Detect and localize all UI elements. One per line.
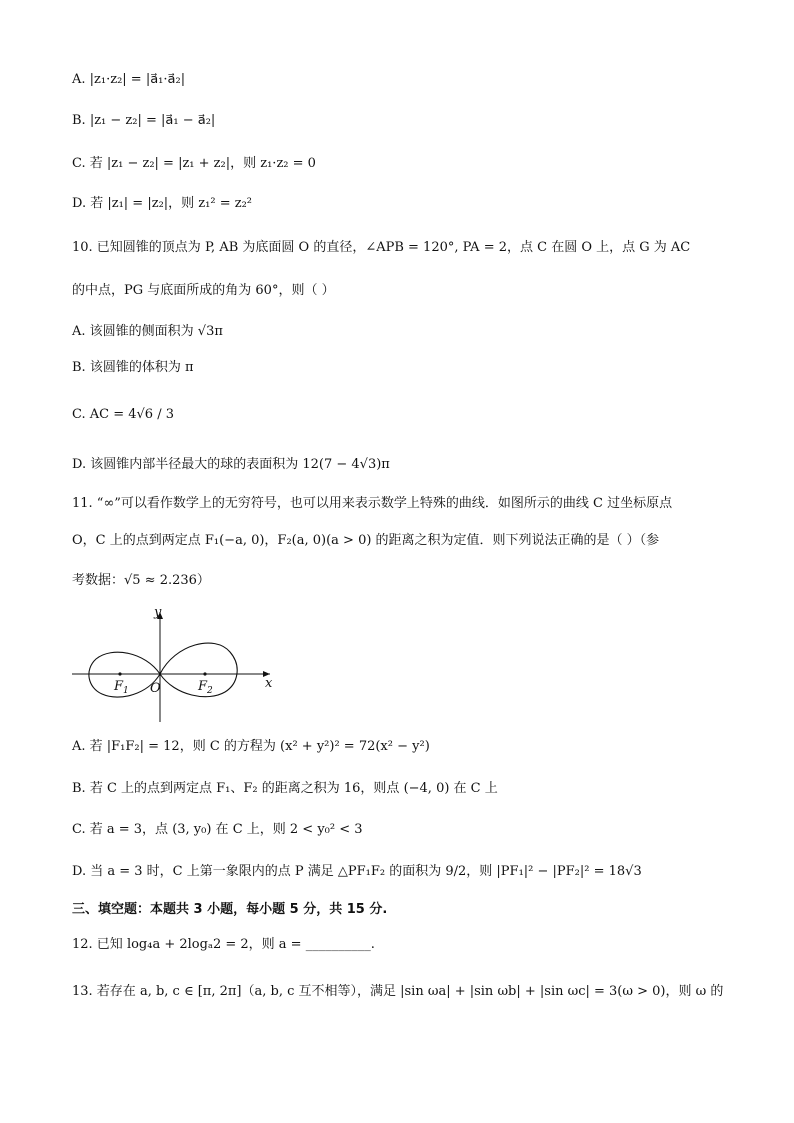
option-11d: D. 当 a = 3 时，C 上第一象限内的点 P 满足 △PF₁F₂ 的面积为 9/2，则 |PF₁|² − |PF₂|² = 18√3: [72, 864, 642, 879]
focus-f1-point: [118, 672, 121, 675]
focus-f2-point: [203, 672, 206, 675]
option-10a: A. 该圆锥的侧面积为 √3π: [72, 324, 223, 339]
question-11-reference: 考数据：√5 ≈ 2.236）: [72, 573, 210, 588]
question-11-stem-cont: O，C 上的点到两定点 F₁(−a, 0)，F₂(a, 0)(a > 0) 的距离之积为定值．则下列说法正确的是（ ）（参: [72, 533, 660, 548]
option-10d: D. 该圆锥内部半径最大的球的表面积为 12(7 − 4√3)π: [72, 457, 390, 472]
question-12: 12. 已知 log₄a + 2logₐ2 = 2，则 a = __________.: [72, 937, 375, 952]
option-10c: C. AC = 4√6 / 3: [72, 407, 174, 422]
option-10b: B. 该圆锥的体积为 π: [72, 360, 194, 375]
y-axis-label: y: [154, 605, 162, 620]
option-11b: B. 若 C 上的点到两定点 F₁、F₂ 的距离之积为 16，则点 (−4, 0) 在 C 上: [72, 781, 498, 796]
lemniscate-curve: [89, 643, 237, 697]
question-10-stem-cont: 的中点，PG 与底面所成的角为 60°，则（ ）: [72, 283, 335, 298]
question-11-stem: 11. “∞”可以看作数学上的无穷符号，也可以用来表示数学上特殊的曲线．如图所示的曲线 C 过坐标原点: [72, 496, 673, 511]
f1-label: $F_1$: [114, 679, 129, 696]
option-11a: A. 若 |F₁F₂| = 12，则 C 的方程为 (x² + y²)² = 72(x² − y²): [72, 739, 430, 754]
f2-label: $F_2$: [198, 679, 213, 696]
x-axis-label: x: [265, 676, 273, 691]
lemniscate-graph: [70, 604, 290, 724]
option-9a: A. |z₁·z₂| = |a⃗₁·a⃗₂|: [72, 72, 186, 87]
option-9c: C. 若 |z₁ − z₂| = |z₁ + z₂|，则 z₁·z₂ = 0: [72, 156, 316, 171]
option-9b: B. |z₁ − z₂| = |a⃗₁ − a⃗₂|: [72, 113, 216, 128]
section-3-heading: 三、填空题：本题共 3 小题，每小题 5 分，共 15 分.: [72, 902, 388, 917]
option-9d: D. 若 |z₁| = |z₂|，则 z₁² = z₂²: [72, 196, 252, 211]
option-11c: C. 若 a = 3，点 (3, y₀) 在 C 上，则 2 < y₀² < 3: [72, 822, 363, 837]
origin-label: O: [150, 681, 161, 696]
question-10-stem: 10. 已知圆锥的顶点为 P, AB 为底面圆 O 的直径，∠APB = 120°, PA = 2，点 C 在圆 O 上，点 G 为 AC: [72, 240, 691, 255]
question-13: 13. 若存在 a, b, c ∈ [π, 2π]（a, b, c 互不相等），满足 |sin ωa| + |sin ωb| + |sin ωc| = 3(ω > 0)，则 ω 的: [72, 984, 724, 999]
